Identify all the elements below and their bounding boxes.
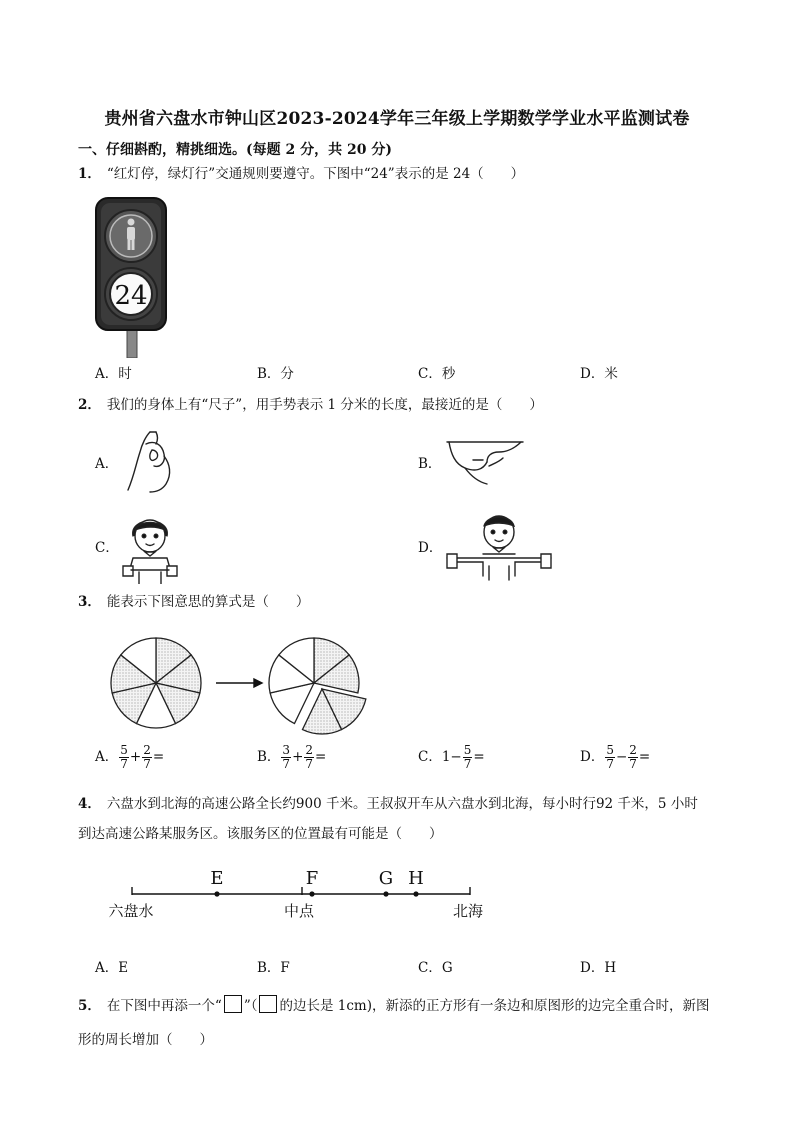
question-number: 5． <box>78 998 101 1014</box>
traffic-light-image <box>94 196 170 358</box>
question-text: 六盘水到北海的高速公路全长约900 千米。王叔叔开车从六盘水到北海，每小时行92 千米，5 小时 <box>106 796 698 812</box>
square-icon <box>259 995 277 1013</box>
left-pie <box>111 638 201 728</box>
option-b: B．分 <box>257 366 294 382</box>
light-number: 24 <box>114 281 148 311</box>
option-a: A． $\frac{5}{7}$ + $\frac{2}{7}$ = <box>95 743 165 771</box>
question-text: 我们的身体上有“尺子”，用手势表示 1 分米的长度，最接近的是（ ） <box>106 397 543 413</box>
option-b: B． $\frac{3}{7}$ + $\frac{2}{7}$ = <box>257 743 327 771</box>
option-c: C．秒 <box>418 366 456 382</box>
option-b: B． <box>418 456 442 472</box>
option-d: D． <box>418 540 443 556</box>
child-small-gesture-image <box>115 506 185 584</box>
option-b: B．F <box>257 960 290 976</box>
right-pie <box>269 638 366 734</box>
hand-span-image <box>443 436 525 488</box>
question-5: 5． 在下图中再添一个“ ”（ 的边长是 1cm)，新添的正方形有一条边和原图形的边完全重合时，新图 形的周长增加（ ） <box>78 989 758 1057</box>
arrow-icon <box>216 679 262 687</box>
question-number: 4． <box>78 796 101 812</box>
question-1 <box>78 163 758 185</box>
start-label: 六盘水 <box>108 902 154 920</box>
question-text-cont: 到达高速公路某服务区。该服务区的位置最有可能是（ ） <box>78 826 443 842</box>
option-a: A．E <box>95 960 129 976</box>
question-text: “红灯停，绿灯行”交通规则要遵守。下图中“24”表示的是 24（ ） <box>106 166 525 182</box>
option-d: D．H <box>580 960 617 976</box>
option-c: C． <box>95 540 119 556</box>
route-line-diagram <box>96 862 496 924</box>
hand-fingers-pinch-image <box>120 428 182 494</box>
option-d: D．米 <box>580 366 618 382</box>
child-wide-gesture-image <box>443 506 555 582</box>
page-title: 贵州省六盘水市钟山区2023-2024学年三年级上学期数学学业水平监测试卷 <box>104 109 690 129</box>
question-2 <box>78 394 758 416</box>
question-number: 1． <box>78 166 101 182</box>
question-text: 能表示下图意思的算式是（ ） <box>106 594 310 610</box>
question-3 <box>78 591 758 613</box>
point-g: G <box>378 868 394 889</box>
option-d: D． $\frac{5}{7}$ − $\frac{2}{7}$ = <box>580 743 651 771</box>
question-4 <box>78 789 758 849</box>
point-e: E <box>210 868 224 889</box>
pie-diagram <box>104 630 368 742</box>
section-heading: 一、仔细斟酌，精挑细选。(每题 2 分，共 20 分) <box>78 142 392 158</box>
option-a: A．时 <box>95 366 132 382</box>
option-a: A． <box>95 456 119 472</box>
question-number: 2． <box>78 397 101 413</box>
end-label: 北海 <box>452 902 484 920</box>
option-c: C．1− $\frac{5}{7}$ = <box>418 743 485 771</box>
midpoint-label: 中点 <box>283 902 315 920</box>
question-number: 3． <box>78 594 101 610</box>
option-c: C．G <box>418 960 453 976</box>
point-f: F <box>305 868 319 889</box>
point-h: H <box>408 868 424 889</box>
square-icon <box>224 995 242 1013</box>
